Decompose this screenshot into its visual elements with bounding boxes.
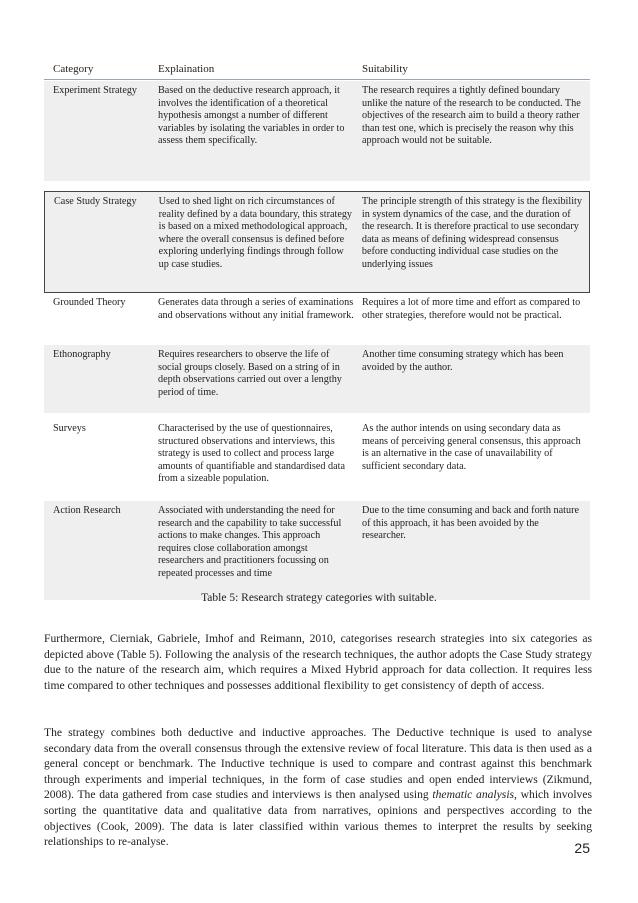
row-explanation: Based on the deductive research approach, it involves the identification of a theoretical hypothesis amongst a number of different variables by isolating the variables in order to assess them specifically. (158, 85, 345, 147)
row-category: Grounded Theory (53, 297, 126, 308)
row-suitability: Due to the time consuming and back and forth nature of this approach, it has been avoided by the researcher. (362, 505, 579, 542)
strategy-table (44, 54, 590, 600)
table-header (44, 54, 590, 80)
body-paragraph-2 (44, 725, 592, 850)
row-suitability: The principle strength of this strategy is the flexibility in system dynamics of the case, and the duration of the research. It is therefore practical to use secondary data as means of defining widespread consensus before conducting individual case studies on the underlying issues (361, 196, 582, 270)
header-category: Category (53, 63, 94, 76)
table-row-highlighted (44, 191, 590, 293)
row-explanation: Associated with understanding the need for research and the capability to take successful actions to make changes. This approach requires close collaboration amongst researchers and practitioners focussing on repeated processes and time (158, 505, 342, 579)
row-suitability: As the author intends on using secondary data as means of perceiving general consensus, this approach is an alternative in the case of unavailability of sufficient secondary data. (362, 423, 581, 472)
body-paragraph-1: Furthermore, Cierniak, Gabriele, Imhof and Reimann, 2010, categorises research strategies into six categories as depicted above (Table 5). Following the analysis of the research techniques, the author adopts the Case Study strategy due to the nature of the research aim, which requires a Mixed Hybrid approach for data collection. It requires less time compared to other techniques and possesses additional flexibility to get consistency of depth of access. (44, 632, 592, 692)
row-explanation: Characterised by the use of questionnaires, structured observations and interviews, this strategy is used to collect and process large amounts of quantifiable and standardised data from a sizeable population. (158, 423, 345, 485)
row-suitability: Another time consuming strategy which has been avoided by the author. (362, 349, 564, 373)
row-category: Experiment Strategy (53, 85, 138, 96)
emphasis-text: thematic analysis (432, 788, 515, 802)
row-category: Case Study Strategy (54, 196, 137, 207)
row-suitability: The research requires a tightly defined boundary unlike the nature of the research to be conducted. The objectives of the research aim to build a theory rather than test one, which is precisely the reason why this approach would not be suitable. (362, 85, 581, 147)
table-row (44, 81, 590, 181)
table-row (44, 419, 590, 495)
row-category: Ethonography (53, 349, 111, 360)
table-row (44, 501, 590, 600)
row-suitability: Requires a lot of more time and effort as compared to other strategies, therefore would not be practical. (362, 297, 581, 321)
row-category: Surveys (53, 423, 86, 434)
row-explanation: Requires researchers to observe the life of social groups closely. Based on a string of in depth observations carried out over a lengthy period of time. (158, 349, 342, 398)
row-explanation: Generates data through a series of examinations and observations without any initial framework. (158, 297, 354, 321)
paragraph-text: The strategy combines both deductive and inductive approaches. The Deductive technique is used to analyse secondary data from the overall consensus through the extensive review of focal literature. This data is then used as a general concept or benchmark. The Inductive technique is used to compare and contrast against this benchmark through experiments and imperial techniques, in the form of case studies and open ended interviews (Zikmund, 2008). The data gathered from case studies and interviews is then analysed using (44, 726, 592, 802)
table-row (44, 345, 590, 413)
paragraph-text: , which involves sorting the quantitative data and qualitative data from narratives, opinions and perspectives according to the objectives (Cook, 2009). The data is later classified within various themes to interpret the results by seeking relationships to re-analyse. (44, 788, 592, 849)
table-caption: Table 5: Research strategy categories with suitable. (201, 592, 437, 604)
page-number: 25 (574, 840, 590, 856)
row-category: Action Research (53, 505, 121, 516)
header-suitability: Suitability (362, 63, 408, 76)
table-row (44, 293, 590, 345)
header-explanation: Explaination (158, 63, 215, 76)
row-explanation: Used to shed light on rich circumstances of reality defined by a data boundary, this strategy is based on a mixed methodological approach, where the overall consensus is defined before exploring underlying findings through follow up case studies. (158, 196, 353, 270)
